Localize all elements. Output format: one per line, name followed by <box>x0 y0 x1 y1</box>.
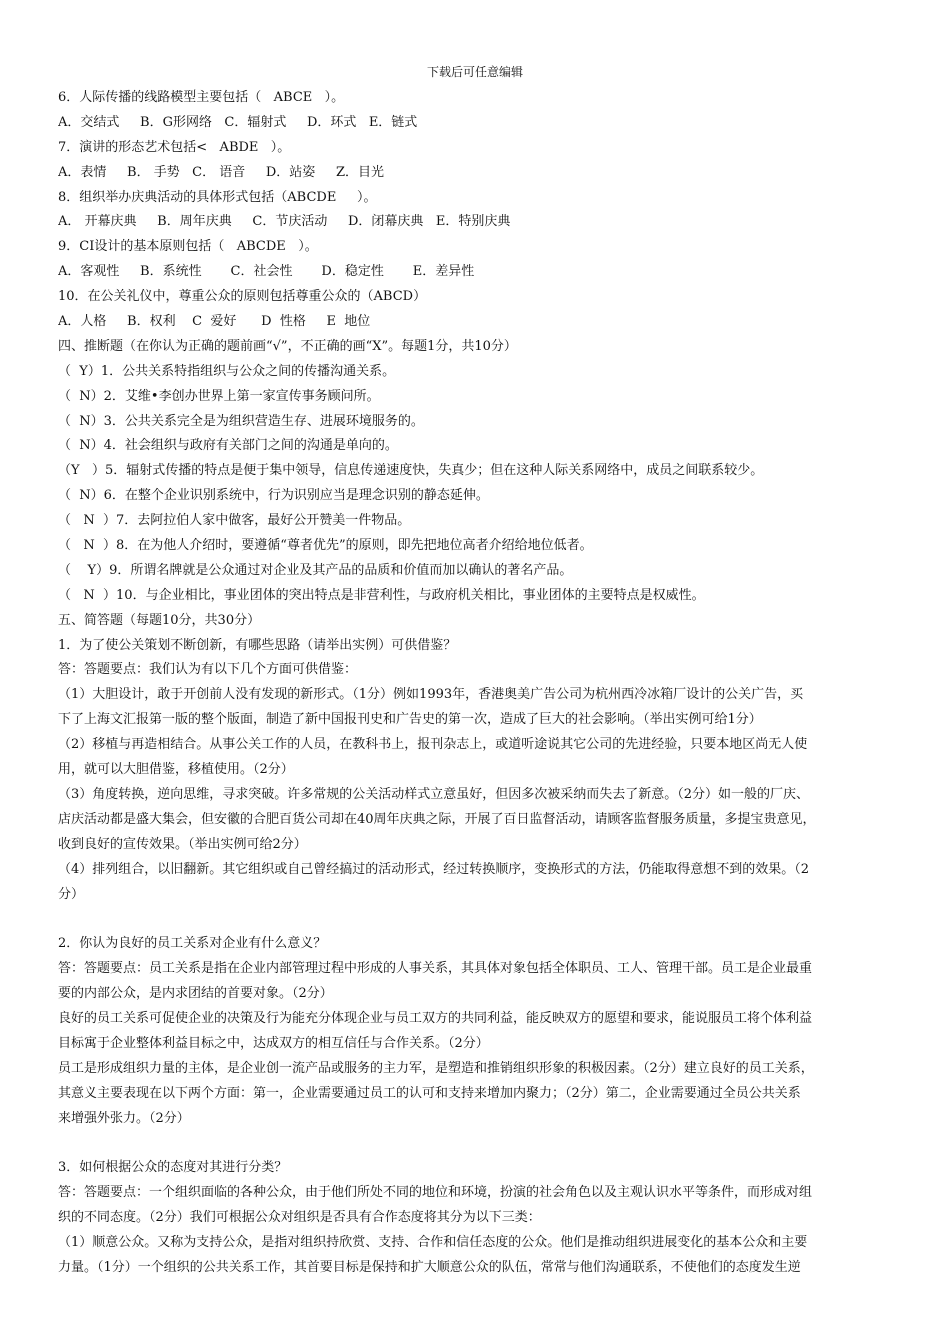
text-line: （ N ）10．与企业相比，事业团体的突出特点是非营利性，与政府机关相比，事业团体的主要特点是权威性。 <box>58 587 705 603</box>
text-line: 6．人际传播的线路模型主要包括（ ABCE ）。 <box>58 90 345 105</box>
text-line: （4）排列组合，以旧翻新。其它组织或自己曾经搞过的活动形式，经过转换顺序，变换形式的方法，仍能取得意想不到的效果。（2 <box>58 861 810 877</box>
text-line: （3）角度转换，逆向思维，寻求突破。许多常规的公关活动样式立意虽好，但因多次被采纳而失去了新意。（2分）如一般的厂庆、 <box>58 786 810 802</box>
text-line: （ N ）7．去阿拉伯人家中做客，最好公开赞美一件物品。 <box>58 513 411 529</box>
text-line: 分） <box>58 886 85 902</box>
text-line: 目标寓于企业整体利益目标之中，达成双方的相互信任与合作关系。（2分） <box>58 1035 489 1051</box>
text-line: A． 开幕庆典 B．周年庆典 C．节庆活动 D．闭幕庆典 E．特别庆典 <box>58 214 511 230</box>
text-line: 来增强外张力。（2分） <box>58 1110 190 1126</box>
text-line: 力量。（1分）一个组织的公共关系工作，其首要目标是保持和扩大顺意公众的队伍，常常与他们沟通联系，不使他们的态度发生逆 <box>58 1259 801 1275</box>
text-line: 答：答题要点：我们认为有以下几个方面可供借鉴： <box>58 662 358 678</box>
text-line: （ N）2．艾维•李创办世界上第一家宣传事务顾问所。 <box>58 388 380 404</box>
text-line: （ N）3．公共关系完全是为组织营造生存、进展环境服务的。 <box>58 413 424 429</box>
question-title: 1．为了使公关策划不断创新，有哪些思路（请举出实例）可供借鉴？ <box>58 637 457 653</box>
document-body <box>58 86 900 1281</box>
text-line: 织的不同态度。（2分）我们可根据公众对组织是否具有合作态度将其分为以下三类： <box>58 1210 541 1226</box>
text-line: 店庆活动都是盛大集会，但安徽的合肥百货公司却在40周年庆典之际，开展了百日监督活动，请顾客监督服务质量，多提宝贵意见， <box>58 811 816 827</box>
text-line: 要的内部公众，是内求团结的首要对象。（2分） <box>58 986 333 1002</box>
text-line: （ Y）9．所谓名牌就是公众通过对企业及其产品的品质和价值而加以确认的著名产品。 <box>58 562 573 578</box>
text-line: （2）移植与再造相结合。从事公关工作的人员，在教科书上，报刊杂志上，或道听途说其它公司的先进经验，只要本地区尚无人使 <box>58 737 808 753</box>
text-line: 8．组织举办庆典活动的具体形式包括（ABCDE ）。 <box>58 189 377 205</box>
text-line: 10．在公关礼仪中，尊重公众的原则包括尊重公众的（ABCD） <box>58 289 427 305</box>
section-heading: 四、推断题（在你认为正确的题前画“√”，不正确的画“X”。每题1分，共10分） <box>58 338 517 354</box>
text-line: 良好的员工关系可促使企业的决策及行为能充分体现企业与员工双方的共同利益，能反映双方的愿望和要求，能说服员工将个体利益 <box>58 1010 813 1026</box>
blank-line <box>58 907 900 932</box>
text-line: （ N）4．社会组织与政府有关部门之间的沟通是单向的。 <box>58 438 398 454</box>
text-line: A．交结式 B．G形网络 C．辐射式 D．环式 E．链式 <box>58 114 418 130</box>
text-line: 其意义主要表现在以下两个方面：第一，企业需要通过员工的认可和支持来增加内聚力；（2分）第二，企业需要通过全员公共关系 <box>58 1085 801 1101</box>
text-line: 员工是形成组织力量的主体，是企业创一流产品或服务的主力军，是塑造和推销组织形象的积极因素。（2分）建立良好的员工关系， <box>58 1060 814 1076</box>
text-line: 答：答题要点：员工关系是指在企业内部管理过程中形成的人事关系，其具体对象包括全体职员、工人、管理干部。员工是企业最重 <box>58 961 813 977</box>
text-line: 答：答题要点：一个组织面临的各种公众，由于他们所处不同的地位和环境，扮演的社会角色以及主观认识水平等条件，而形成对组 <box>58 1185 813 1201</box>
text-line: A．表情 B． 手势 C． 语音 D．站姿 Z．目光 <box>58 164 384 180</box>
text-line: 7．演讲的形态艺术包括< ABDE ）。 <box>58 139 291 155</box>
text-line: （1）大胆设计，敢于开创前人没有发现的新形式。（1分）例如1993年，香港奥美广告公司为杭州西冷冰箱厂设计的公关广告，买 <box>58 687 804 703</box>
text-line: 9．CI设计的基本原则包括（ ABCDE ）。 <box>58 239 318 255</box>
text-line: （1）顺意公众。又称为支持公众，是指对组织持欣赏、支持、合作和信任态度的公众。他们是推动组织进展变化的基本公众和主要 <box>58 1234 808 1250</box>
question-title: 3．如何根据公众的态度对其进行分类？ <box>58 1160 288 1176</box>
text-line: 用，就可以大胆借鉴，移植使用。（2分） <box>58 762 294 778</box>
question-title: 2．你认为良好的员工关系对企业有什么意义？ <box>58 936 327 952</box>
blank-line <box>58 1131 900 1156</box>
text-line: （ N）6．在整个企业识别系统中，行为识别应当是理念识别的静态延伸。 <box>58 488 489 504</box>
section-heading: 五、简答题（每题10分，共30分） <box>58 612 261 628</box>
text-line: （ Y）1．公共关系特指组织与公众之间的传播沟通关系。 <box>58 363 396 379</box>
text-line: （Y ）5．辐射式传播的特点是便于集中领导，信息传递速度快，失真少；但在这种人际关系网络中，成员之间联系较少。 <box>58 463 764 479</box>
text-line: A．客观性 B．系统性 C．社会性 D．稳定性 E．差异性 <box>58 264 475 280</box>
page-header: 下载后可任意编辑 <box>426 65 523 79</box>
text-line: （ N ）8．在为他人介绍时，要遵循“尊者优先”的原则，即先把地位高者介绍给地位低者。 <box>58 538 593 554</box>
text-line: A．人格 B．权利 C 爱好 D 性格 E 地位 <box>58 314 371 330</box>
text-line: 收到良好的宣传效果。（举出实例可给2分） <box>58 836 307 852</box>
text-line: 下了上海文汇报第一版的整个版面，制造了新中国报刊史和广告史的第一次，造成了巨大的社会影响。（举出实例可给1分） <box>58 712 762 728</box>
